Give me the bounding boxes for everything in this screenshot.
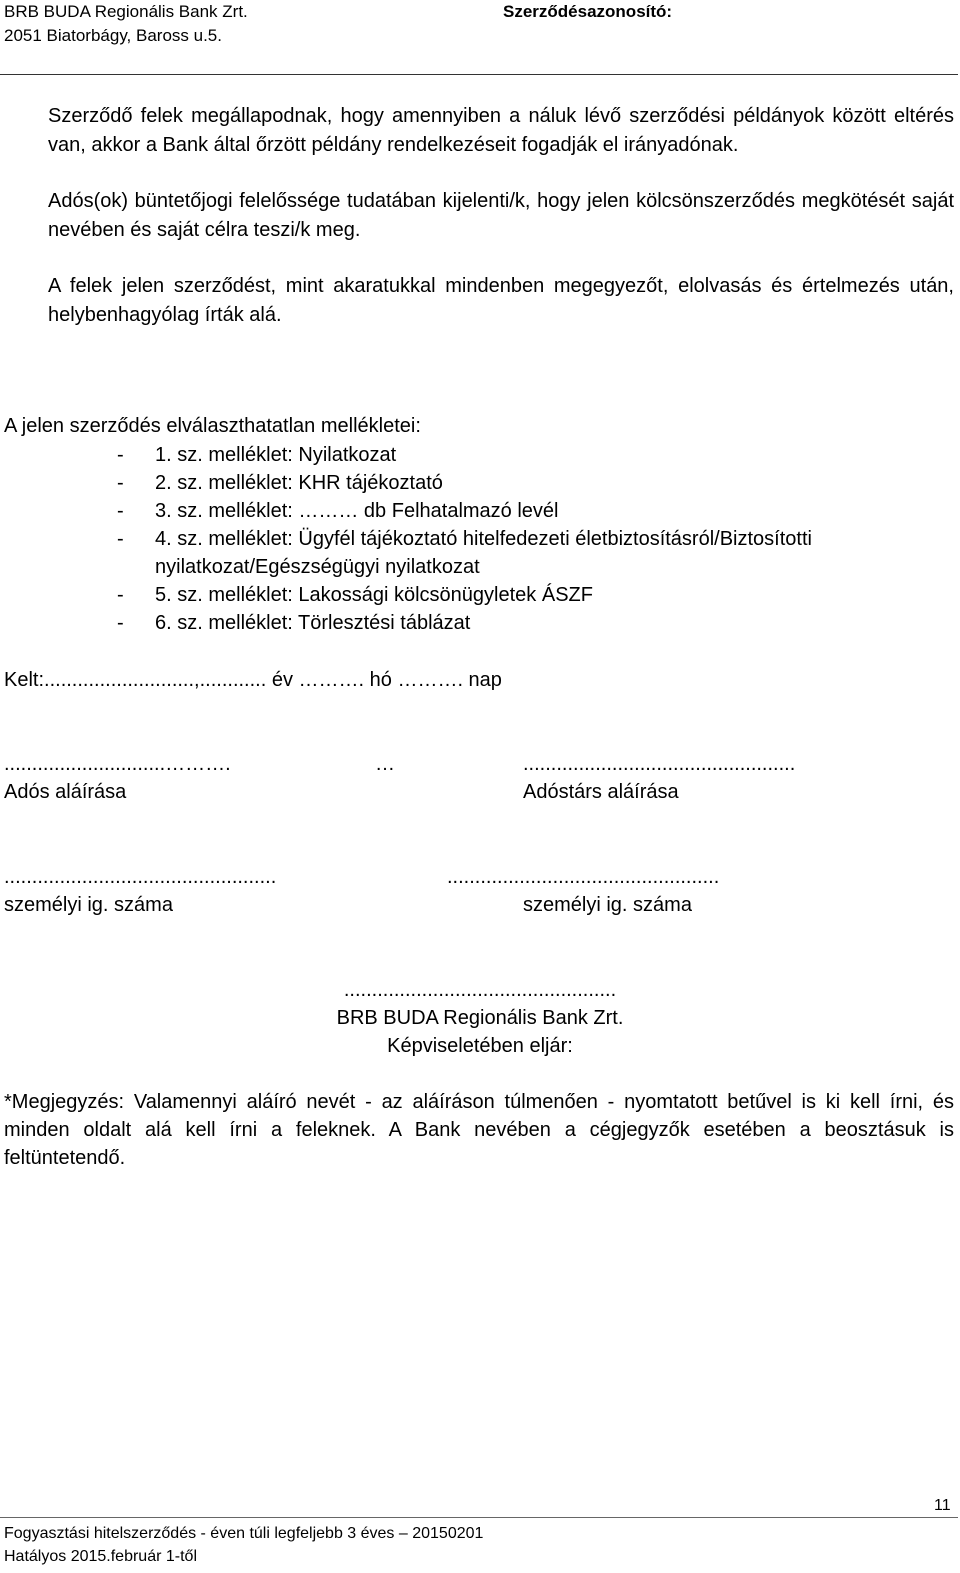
annex-item: - 5. sz. melléklet: Lakossági kölcsönügyletek ÁSZF (0, 581, 915, 609)
middle-ellipsis: … (375, 753, 395, 775)
footer-effective-date: Hatályos 2015.február 1-től (4, 1548, 197, 1565)
page-number: 11 (934, 1497, 951, 1514)
bank-signature-name: BRB BUDA Regionális Bank Zrt. (336, 1007, 624, 1029)
footer-divider (0, 1517, 958, 1518)
paragraph-debtor-declaration: Adós(ok) büntetőjogi felelőssége tudatában kijelenti/k, hogy jelen kölcsönszerződés megkötését saját nevében és saját célra teszi/k meg. (48, 190, 954, 241)
annex-item: - 2. sz. melléklet: KHR tájékoztató (0, 469, 915, 497)
list-bullet: - (117, 444, 124, 466)
annex-item: - 3. sz. melléklet: ……… db Felhatalmazó levél (0, 497, 915, 525)
footer-document-title: Fogyasztási hitelszerződés - éven túli legfeljebb 3 éves – 20150201 (4, 1525, 484, 1542)
codebtor-id-line: ................................................. (447, 866, 720, 888)
codebtor-signature-label: Adóstárs aláírása (523, 781, 679, 803)
debtor-signature-label: Adós aláírása (4, 781, 127, 803)
annex-list-title: A jelen szerződés elválaszthatatlan mellékletei: (4, 415, 421, 437)
codebtor-signature-line: ................................................. (523, 753, 796, 775)
annex-item: - 1. sz. melléklet: Nyilatkozat (0, 441, 915, 469)
list-bullet: - (117, 500, 124, 522)
paragraph-copies-agreement: Szerződő felek megállapodnak, hogy amennyiben a náluk lévő szerződési példányok között eltérés van, akkor a Bank által őrzött példány rendelkezéseit fogadják el irányadónak. (48, 105, 954, 156)
list-bullet: - (117, 528, 124, 550)
header-bank-block (4, 0, 248, 48)
date-place-line: Kelt:...........................,............ év ………. hó ………. nap (4, 669, 502, 691)
paragraph-signing-statement: A felek jelen szerződést, mint akaratukkal mindenben megegyezőt, elolvasás és értelmezés után, helybenhagyólag írták alá. (48, 275, 954, 326)
header-bank-address: 2051 Biatorbágy, Baross u.5. (4, 26, 222, 45)
signing-note: *Megjegyzés: Valamennyi aláíró nevét - az aláíráson túlmenően - nyomtatott betűvel is ki kell írni, és minden oldalt alá kell írni a feleknek. A Bank nevében a cégjegyzők esetében a beosztásuk is feltüntetendő. (4, 1091, 954, 1169)
debtor-signature-line: .............................………. (4, 753, 231, 775)
debtor-id-line: ................................................. (4, 866, 277, 888)
list-bullet: - (117, 472, 124, 494)
header-bank-name: BRB BUDA Regionális Bank Zrt. (4, 2, 248, 21)
annex-item: - 6. sz. melléklet: Törlesztési táblázat (0, 609, 915, 637)
list-bullet: - (117, 612, 124, 634)
annex-list (0, 441, 915, 637)
debtor-id-label: személyi ig. száma (4, 894, 173, 916)
header-contract-id-label: Szerződésazonosító: (503, 2, 673, 21)
list-bullet: - (117, 584, 124, 606)
bank-signature-line: ................................................. (343, 979, 617, 1001)
codebtor-id-label: személyi ig. száma (523, 894, 692, 916)
header-divider (0, 74, 958, 75)
bank-representative-label: Képviseletében eljár: (387, 1035, 573, 1057)
annex-item: - 4. sz. melléklet: Ügyfél tájékoztató hitelfedezeti életbiztosításról/Biztosítotti nyilatkozat/Egészségügyi nyilatkozat (0, 525, 915, 581)
